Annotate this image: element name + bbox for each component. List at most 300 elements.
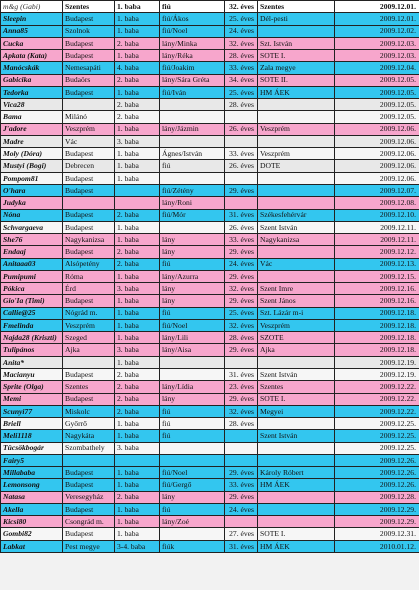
cell-nick[interactable]: Meli1118 xyxy=(1,430,63,442)
cell-baby[interactable]: 2. baba xyxy=(115,37,160,49)
cell-gender[interactable]: lány/Aisa xyxy=(160,344,225,356)
cell-age[interactable]: 26. éves xyxy=(225,160,258,172)
cell-date[interactable]: 2010.01.12. xyxy=(335,540,419,552)
cell-hospital[interactable] xyxy=(258,491,335,503)
cell-baby[interactable]: 2. baba xyxy=(115,209,160,221)
cell-city[interactable]: Veszprém xyxy=(63,319,115,331)
cell-city[interactable]: Róma xyxy=(63,270,115,282)
cell-gender[interactable] xyxy=(160,442,225,454)
cell-city[interactable]: Szombathely xyxy=(63,442,115,454)
cell-date[interactable]: 2009.12.08. xyxy=(335,197,419,209)
cell-nick[interactable]: Judyka xyxy=(1,197,63,209)
cell-baby[interactable]: 1. baba xyxy=(115,25,160,37)
cell-nick[interactable]: Sprite (Olga) xyxy=(1,381,63,393)
cell-baby[interactable]: 1. baba xyxy=(115,479,160,491)
cell-nick[interactable]: Gabicika xyxy=(1,74,63,86)
cell-age[interactable] xyxy=(225,135,258,147)
cell-baby[interactable]: 1. baba xyxy=(115,86,160,98)
cell-city[interactable]: Budapest xyxy=(63,13,115,25)
cell-baby[interactable]: 3. baba xyxy=(115,442,160,454)
cell-baby[interactable]: 2. baba xyxy=(115,246,160,258)
cell-age[interactable]: 29. éves xyxy=(225,344,258,356)
cell-nick[interactable]: Tedorka xyxy=(1,86,63,98)
cell-baby[interactable]: 4. baba xyxy=(115,62,160,74)
cell-city[interactable]: Budapest xyxy=(63,368,115,380)
cell-baby[interactable]: 2. baba xyxy=(115,74,160,86)
cell-hospital[interactable] xyxy=(258,356,335,368)
cell-age[interactable]: 24. éves xyxy=(225,258,258,270)
cell-hospital[interactable]: Szent István xyxy=(258,368,335,380)
cell-baby[interactable] xyxy=(115,184,160,196)
cell-city[interactable]: Budapest xyxy=(63,184,115,196)
cell-nick[interactable]: Endaaj xyxy=(1,246,63,258)
cell-date[interactable]: 2009.12.04. xyxy=(335,62,419,74)
cell-hospital[interactable]: Veszprém xyxy=(258,319,335,331)
cell-nick[interactable]: Anita* xyxy=(1,356,63,368)
cell-age[interactable]: 24. éves xyxy=(225,25,258,37)
cell-gender[interactable] xyxy=(160,454,225,466)
header-cell-nick[interactable]: m&g (Gabi) xyxy=(1,1,63,13)
cell-hospital[interactable] xyxy=(258,503,335,515)
cell-hospital[interactable]: Szent István xyxy=(258,221,335,233)
cell-city[interactable]: Budapest xyxy=(63,528,115,540)
cell-gender[interactable]: lány/Lili xyxy=(160,332,225,344)
cell-date[interactable]: 2009.12.16. xyxy=(335,283,419,295)
cell-gender[interactable]: fiú xyxy=(160,418,225,430)
cell-gender[interactable]: fiú/Zétény xyxy=(160,184,225,196)
cell-gender[interactable]: fiú/Noel xyxy=(160,25,225,37)
cell-gender[interactable]: lány xyxy=(160,234,225,246)
cell-nick[interactable]: Pumipumi xyxy=(1,270,63,282)
cell-gender[interactable]: fiú xyxy=(160,503,225,515)
cell-city[interactable]: Budapest xyxy=(63,86,115,98)
cell-city[interactable] xyxy=(63,356,115,368)
cell-gender[interactable] xyxy=(160,221,225,233)
cell-city[interactable]: Budapest xyxy=(63,295,115,307)
cell-hospital[interactable]: Szent János xyxy=(258,295,335,307)
cell-hospital[interactable]: Szt. István xyxy=(258,37,335,49)
cell-city[interactable]: Veresegyház xyxy=(63,491,115,503)
cell-age[interactable] xyxy=(225,197,258,209)
cell-age[interactable]: 32. éves xyxy=(225,405,258,417)
cell-date[interactable]: 2009.12.10. xyxy=(335,209,419,221)
cell-gender[interactable]: Ágnes/István xyxy=(160,148,225,160)
cell-baby[interactable]: 3-4. baba xyxy=(115,540,160,552)
cell-hospital[interactable]: SZOTE xyxy=(258,332,335,344)
cell-baby[interactable]: 3. baba xyxy=(115,344,160,356)
cell-age[interactable]: 25. éves xyxy=(225,307,258,319)
cell-gender[interactable] xyxy=(160,99,225,111)
cell-baby[interactable]: 1. baba xyxy=(115,319,160,331)
cell-date[interactable]: 2009.12.26. xyxy=(335,479,419,491)
cell-age[interactable]: 27. éves xyxy=(225,528,258,540)
cell-hospital[interactable]: DOTE xyxy=(258,160,335,172)
cell-baby[interactable]: 2. baba xyxy=(115,405,160,417)
cell-date[interactable]: 2009.12.06. xyxy=(335,123,419,135)
cell-age[interactable] xyxy=(225,111,258,123)
cell-nick[interactable]: Anna85 xyxy=(1,25,63,37)
cell-city[interactable]: Vác xyxy=(63,135,115,147)
cell-nick[interactable]: Fairy5 xyxy=(1,454,63,466)
header-cell-baby[interactable]: 1. baba xyxy=(115,1,160,13)
cell-date[interactable]: 2009.12.18. xyxy=(335,307,419,319)
cell-hospital[interactable]: Veszprém xyxy=(258,148,335,160)
cell-date[interactable]: 2009.12.13. xyxy=(335,258,419,270)
cell-date[interactable]: 2009.12.31. xyxy=(335,528,419,540)
cell-gender[interactable] xyxy=(160,368,225,380)
cell-age[interactable]: 29. éves xyxy=(225,393,258,405)
cell-nick[interactable]: Tulipános xyxy=(1,344,63,356)
cell-nick[interactable]: Pókica xyxy=(1,283,63,295)
cell-gender[interactable]: lány/Lídia xyxy=(160,381,225,393)
cell-gender[interactable] xyxy=(160,356,225,368)
cell-gender[interactable]: fiú/Mór xyxy=(160,209,225,221)
cell-baby[interactable]: 1. baba xyxy=(115,172,160,184)
cell-date[interactable]: 2009.12.25. xyxy=(335,442,419,454)
cell-hospital[interactable]: Veszprém xyxy=(258,123,335,135)
cell-hospital[interactable]: HM ÁEK xyxy=(258,540,335,552)
cell-age[interactable] xyxy=(225,430,258,442)
cell-age[interactable]: 34. éves xyxy=(225,74,258,86)
cell-gender[interactable] xyxy=(160,172,225,184)
cell-city[interactable] xyxy=(63,197,115,209)
cell-age[interactable]: 23. éves xyxy=(225,381,258,393)
cell-gender[interactable]: fiú/Gergő xyxy=(160,479,225,491)
cell-hospital[interactable] xyxy=(258,270,335,282)
cell-nick[interactable]: Lemonsong xyxy=(1,479,63,491)
cell-gender[interactable]: lány/Azurra xyxy=(160,270,225,282)
cell-date[interactable]: 2009.12.22. xyxy=(335,393,419,405)
cell-baby[interactable]: 2. baba xyxy=(115,368,160,380)
cell-nick[interactable]: Kicsi80 xyxy=(1,516,63,528)
cell-date[interactable]: 2009.12.03. xyxy=(335,50,419,62)
cell-age[interactable]: 25. éves xyxy=(225,86,258,98)
cell-city[interactable]: Budapest xyxy=(63,172,115,184)
cell-nick[interactable]: Nóna xyxy=(1,209,63,221)
cell-date[interactable]: 2009.12.03. xyxy=(335,37,419,49)
cell-gender[interactable]: fiúk xyxy=(160,540,225,552)
cell-hospital[interactable] xyxy=(258,172,335,184)
cell-gender[interactable]: lány xyxy=(160,246,225,258)
cell-city[interactable]: Nógrád m. xyxy=(63,307,115,319)
cell-age[interactable] xyxy=(225,454,258,466)
cell-city[interactable]: Érd xyxy=(63,283,115,295)
cell-city[interactable]: Budapest xyxy=(63,221,115,233)
cell-hospital[interactable]: Zala megye xyxy=(258,62,335,74)
cell-baby[interactable]: 1. baba xyxy=(115,332,160,344)
cell-nick[interactable]: Briell xyxy=(1,418,63,430)
cell-gender[interactable]: lány/Zoé xyxy=(160,516,225,528)
cell-nick[interactable]: She76 xyxy=(1,234,63,246)
cell-date[interactable]: 2009.12.05. xyxy=(335,111,419,123)
cell-city[interactable]: Nemesapáti xyxy=(63,62,115,74)
cell-date[interactable]: 2009.12.15. xyxy=(335,270,419,282)
cell-date[interactable]: 2009.12.06. xyxy=(335,172,419,184)
cell-nick[interactable]: Moly (Dóra) xyxy=(1,148,63,160)
header-cell-hospital[interactable]: Szentes xyxy=(258,1,335,13)
cell-hospital[interactable]: SOTE I. xyxy=(258,393,335,405)
cell-age[interactable]: 31. éves xyxy=(225,540,258,552)
cell-hospital[interactable]: SOTE I. xyxy=(258,528,335,540)
cell-age[interactable]: 26. éves xyxy=(225,221,258,233)
cell-age[interactable]: 24. éves xyxy=(225,503,258,515)
cell-nick[interactable]: Anitaaa03 xyxy=(1,258,63,270)
cell-city[interactable]: Csongrád m. xyxy=(63,516,115,528)
cell-nick[interactable]: Natasa xyxy=(1,491,63,503)
cell-gender[interactable]: fiú/Noel xyxy=(160,319,225,331)
cell-nick[interactable]: Madre xyxy=(1,135,63,147)
cell-city[interactable] xyxy=(63,454,115,466)
cell-baby[interactable]: 1. baba xyxy=(115,430,160,442)
cell-hospital[interactable]: Szent Imre xyxy=(258,283,335,295)
cell-baby[interactable]: 1. baba xyxy=(115,50,160,62)
cell-date[interactable]: 2009.12.05. xyxy=(335,86,419,98)
cell-nick[interactable]: Labkat xyxy=(1,540,63,552)
cell-age[interactable]: 26. éves xyxy=(225,123,258,135)
cell-baby[interactable]: 2. baba xyxy=(115,491,160,503)
cell-baby[interactable]: 2. baba xyxy=(115,393,160,405)
cell-nick[interactable]: Millababa xyxy=(1,467,63,479)
cell-age[interactable]: 31. éves xyxy=(225,209,258,221)
cell-age[interactable]: 33. éves xyxy=(225,479,258,491)
cell-city[interactable]: Debrecen xyxy=(63,160,115,172)
cell-nick[interactable]: Tücsökbogár xyxy=(1,442,63,454)
cell-hospital[interactable] xyxy=(258,197,335,209)
cell-age[interactable]: 32. éves xyxy=(225,283,258,295)
cell-nick[interactable]: Apkata (Kata) xyxy=(1,50,63,62)
cell-hospital[interactable]: HM ÁEK xyxy=(258,86,335,98)
cell-nick[interactable]: Bama xyxy=(1,111,63,123)
cell-city[interactable]: Budapest xyxy=(63,50,115,62)
cell-age[interactable]: 28. éves xyxy=(225,50,258,62)
cell-date[interactable]: 2009.12.26. xyxy=(335,467,419,479)
cell-nick[interactable]: Cucka xyxy=(1,37,63,49)
cell-gender[interactable]: lány/Réka xyxy=(160,50,225,62)
cell-date[interactable]: 2009.12.01. xyxy=(335,13,419,25)
header-cell-date[interactable]: 2009.12.01. xyxy=(335,1,419,13)
cell-age[interactable]: 33. éves xyxy=(225,148,258,160)
cell-age[interactable]: 33. éves xyxy=(225,62,258,74)
cell-gender[interactable] xyxy=(160,111,225,123)
cell-age[interactable] xyxy=(225,356,258,368)
cell-baby[interactable]: 1. baba xyxy=(115,528,160,540)
cell-baby[interactable]: 3. baba xyxy=(115,135,160,147)
cell-nick[interactable]: Macianyu xyxy=(1,368,63,380)
cell-age[interactable]: 29. éves xyxy=(225,246,258,258)
cell-baby[interactable]: 1. baba xyxy=(115,295,160,307)
cell-age[interactable]: 29. éves xyxy=(225,295,258,307)
cell-baby[interactable]: 1. baba xyxy=(115,307,160,319)
cell-gender[interactable]: fiú/Joakim xyxy=(160,62,225,74)
cell-gender[interactable]: lány/Jázmin xyxy=(160,123,225,135)
cell-gender[interactable]: lány/Sára Gréta xyxy=(160,74,225,86)
cell-city[interactable]: Szolnok xyxy=(63,25,115,37)
cell-baby[interactable]: 1. baba xyxy=(115,221,160,233)
cell-city[interactable]: Nagykáta xyxy=(63,430,115,442)
cell-date[interactable]: 2009.12.19. xyxy=(335,368,419,380)
cell-nick[interactable]: Memi xyxy=(1,393,63,405)
cell-gender[interactable]: fiú xyxy=(160,405,225,417)
cell-nick[interactable]: Akella xyxy=(1,503,63,515)
cell-baby[interactable]: 1. baba xyxy=(115,467,160,479)
cell-nick[interactable]: Callie@25 xyxy=(1,307,63,319)
cell-hospital[interactable]: Szent István xyxy=(258,430,335,442)
cell-baby[interactable] xyxy=(115,454,160,466)
cell-age[interactable] xyxy=(225,172,258,184)
cell-gender[interactable]: fiú xyxy=(160,160,225,172)
header-cell-age[interactable]: 32. éves xyxy=(225,1,258,13)
cell-city[interactable]: Veszprém xyxy=(63,123,115,135)
cell-nick[interactable]: Schvargaeva xyxy=(1,221,63,233)
cell-city[interactable]: Miskolc xyxy=(63,405,115,417)
cell-nick[interactable]: O'hara xyxy=(1,184,63,196)
cell-city[interactable]: Milánó xyxy=(63,111,115,123)
cell-date[interactable]: 2009.12.06. xyxy=(335,148,419,160)
cell-date[interactable]: 2009.12.22. xyxy=(335,381,419,393)
cell-date[interactable]: 2009.12.11. xyxy=(335,221,419,233)
cell-age[interactable]: 28. éves xyxy=(225,418,258,430)
cell-gender[interactable]: fiú/Iván xyxy=(160,86,225,98)
cell-date[interactable]: 2009.12.29. xyxy=(335,503,419,515)
cell-gender[interactable]: fiú xyxy=(160,307,225,319)
cell-gender[interactable]: lány/Roni xyxy=(160,197,225,209)
cell-baby[interactable]: 2. baba xyxy=(115,258,160,270)
cell-date[interactable]: 2009.12.18. xyxy=(335,332,419,344)
cell-date[interactable]: 2009.12.06. xyxy=(335,135,419,147)
cell-date[interactable]: 2009.12.18. xyxy=(335,344,419,356)
cell-baby[interactable]: 2. baba xyxy=(115,99,160,111)
cell-baby[interactable]: 3. baba xyxy=(115,283,160,295)
cell-gender[interactable]: lány xyxy=(160,491,225,503)
cell-baby[interactable]: 1. baba xyxy=(115,234,160,246)
cell-nick[interactable]: Vica28 xyxy=(1,99,63,111)
cell-nick[interactable]: Gio'Ia (Timi) xyxy=(1,295,63,307)
header-cell-gender[interactable]: fiú xyxy=(160,1,225,13)
cell-hospital[interactable] xyxy=(258,111,335,123)
cell-city[interactable]: Szentes xyxy=(63,381,115,393)
cell-nick[interactable]: Sleepin xyxy=(1,13,63,25)
cell-baby[interactable]: 1. baba xyxy=(115,503,160,515)
cell-hospital[interactable] xyxy=(258,454,335,466)
cell-age[interactable]: 28. éves xyxy=(225,332,258,344)
cell-date[interactable]: 2009.12.26. xyxy=(335,454,419,466)
cell-date[interactable]: 2009.12.25. xyxy=(335,418,419,430)
cell-city[interactable]: Budapest xyxy=(63,37,115,49)
cell-age[interactable]: 29. éves xyxy=(225,491,258,503)
cell-gender[interactable] xyxy=(160,135,225,147)
cell-hospital[interactable]: Szt. Lázár m-i xyxy=(258,307,335,319)
cell-nick[interactable]: Scunyi77 xyxy=(1,405,63,417)
cell-date[interactable]: 2009.12.07. xyxy=(335,184,419,196)
cell-nick[interactable]: J'adore xyxy=(1,123,63,135)
cell-gender[interactable]: lány xyxy=(160,393,225,405)
cell-baby[interactable]: 1. baba xyxy=(115,418,160,430)
cell-hospital[interactable] xyxy=(258,184,335,196)
cell-gender[interactable]: fiú/Noel xyxy=(160,467,225,479)
cell-city[interactable]: Alsópetény xyxy=(63,258,115,270)
cell-date[interactable]: 2009.12.02. xyxy=(335,25,419,37)
cell-city[interactable]: Szeged xyxy=(63,332,115,344)
cell-city[interactable]: Budapest xyxy=(63,246,115,258)
cell-hospital[interactable] xyxy=(258,442,335,454)
cell-age[interactable]: 29. éves xyxy=(225,184,258,196)
cell-age[interactable]: 32. éves xyxy=(225,319,258,331)
cell-city[interactable]: Győrrő xyxy=(63,418,115,430)
cell-city[interactable]: Budapest xyxy=(63,479,115,491)
cell-hospital[interactable] xyxy=(258,25,335,37)
cell-age[interactable]: 31. éves xyxy=(225,368,258,380)
cell-date[interactable]: 2009.12.05. xyxy=(335,99,419,111)
cell-city[interactable]: Budapest xyxy=(63,393,115,405)
cell-baby[interactable]: 1. baba xyxy=(115,270,160,282)
cell-date[interactable]: 2009.12.29. xyxy=(335,516,419,528)
cell-gender[interactable]: lány/Minka xyxy=(160,37,225,49)
cell-nick[interactable]: Manócskák xyxy=(1,62,63,74)
cell-hospital[interactable] xyxy=(258,135,335,147)
cell-city[interactable] xyxy=(63,99,115,111)
cell-age[interactable]: 33. éves xyxy=(225,234,258,246)
cell-hospital[interactable]: Vác xyxy=(258,258,335,270)
cell-nick[interactable]: Najda28 (Kriszti) xyxy=(1,332,63,344)
cell-city[interactable]: Budapest xyxy=(63,148,115,160)
cell-city[interactable]: Budapest xyxy=(63,209,115,221)
cell-hospital[interactable]: Megyei xyxy=(258,405,335,417)
cell-date[interactable]: 2009.12.22. xyxy=(335,405,419,417)
cell-nick[interactable]: Pompom81 xyxy=(1,172,63,184)
cell-date[interactable]: 2009.12.16. xyxy=(335,295,419,307)
cell-baby[interactable]: 2. baba xyxy=(115,111,160,123)
cell-age[interactable]: 25. éves xyxy=(225,13,258,25)
cell-gender[interactable]: fiú xyxy=(160,258,225,270)
cell-age[interactable]: 28. éves xyxy=(225,99,258,111)
cell-city[interactable]: Pest megye xyxy=(63,540,115,552)
cell-age[interactable]: 32. éves xyxy=(225,37,258,49)
cell-city[interactable]: Nagykanizsa xyxy=(63,234,115,246)
cell-baby[interactable]: 1. baba xyxy=(115,123,160,135)
cell-hospital[interactable]: HM ÁEK xyxy=(258,479,335,491)
cell-age[interactable] xyxy=(225,442,258,454)
cell-hospital[interactable] xyxy=(258,246,335,258)
cell-baby[interactable]: 1. baba xyxy=(115,356,160,368)
cell-hospital[interactable]: SOTE I. xyxy=(258,50,335,62)
cell-date[interactable]: 2009.12.06. xyxy=(335,160,419,172)
header-cell-city[interactable]: Szentes xyxy=(63,1,115,13)
cell-baby[interactable]: 1. baba xyxy=(115,13,160,25)
cell-date[interactable]: 2009.12.05. xyxy=(335,74,419,86)
cell-hospital[interactable]: Nagykanizsa xyxy=(258,234,335,246)
cell-age[interactable] xyxy=(225,516,258,528)
cell-date[interactable]: 2009.12.12. xyxy=(335,246,419,258)
cell-baby[interactable]: 1. baba xyxy=(115,160,160,172)
cell-city[interactable]: Budapest xyxy=(63,467,115,479)
cell-gender[interactable]: fiú/Ákos xyxy=(160,13,225,25)
cell-gender[interactable] xyxy=(160,528,225,540)
cell-hospital[interactable]: Székesfehérvár xyxy=(258,209,335,221)
cell-gender[interactable]: fiú xyxy=(160,430,225,442)
cell-nick[interactable]: Gombi82 xyxy=(1,528,63,540)
cell-nick[interactable]: Fmelinda xyxy=(1,319,63,331)
cell-age[interactable]: 29. éves xyxy=(225,467,258,479)
cell-baby[interactable]: 1. baba xyxy=(115,148,160,160)
cell-gender[interactable]: lány xyxy=(160,295,225,307)
cell-date[interactable]: 2009.12.18. xyxy=(335,319,419,331)
cell-hospital[interactable]: Dél-pesti xyxy=(258,13,335,25)
cell-hospital[interactable]: SOTE II. xyxy=(258,74,335,86)
cell-date[interactable]: 2009.12.11. xyxy=(335,234,419,246)
cell-hospital[interactable] xyxy=(258,516,335,528)
cell-age[interactable]: 29. éves xyxy=(225,270,258,282)
cell-hospital[interactable]: Károly Róbert xyxy=(258,467,335,479)
